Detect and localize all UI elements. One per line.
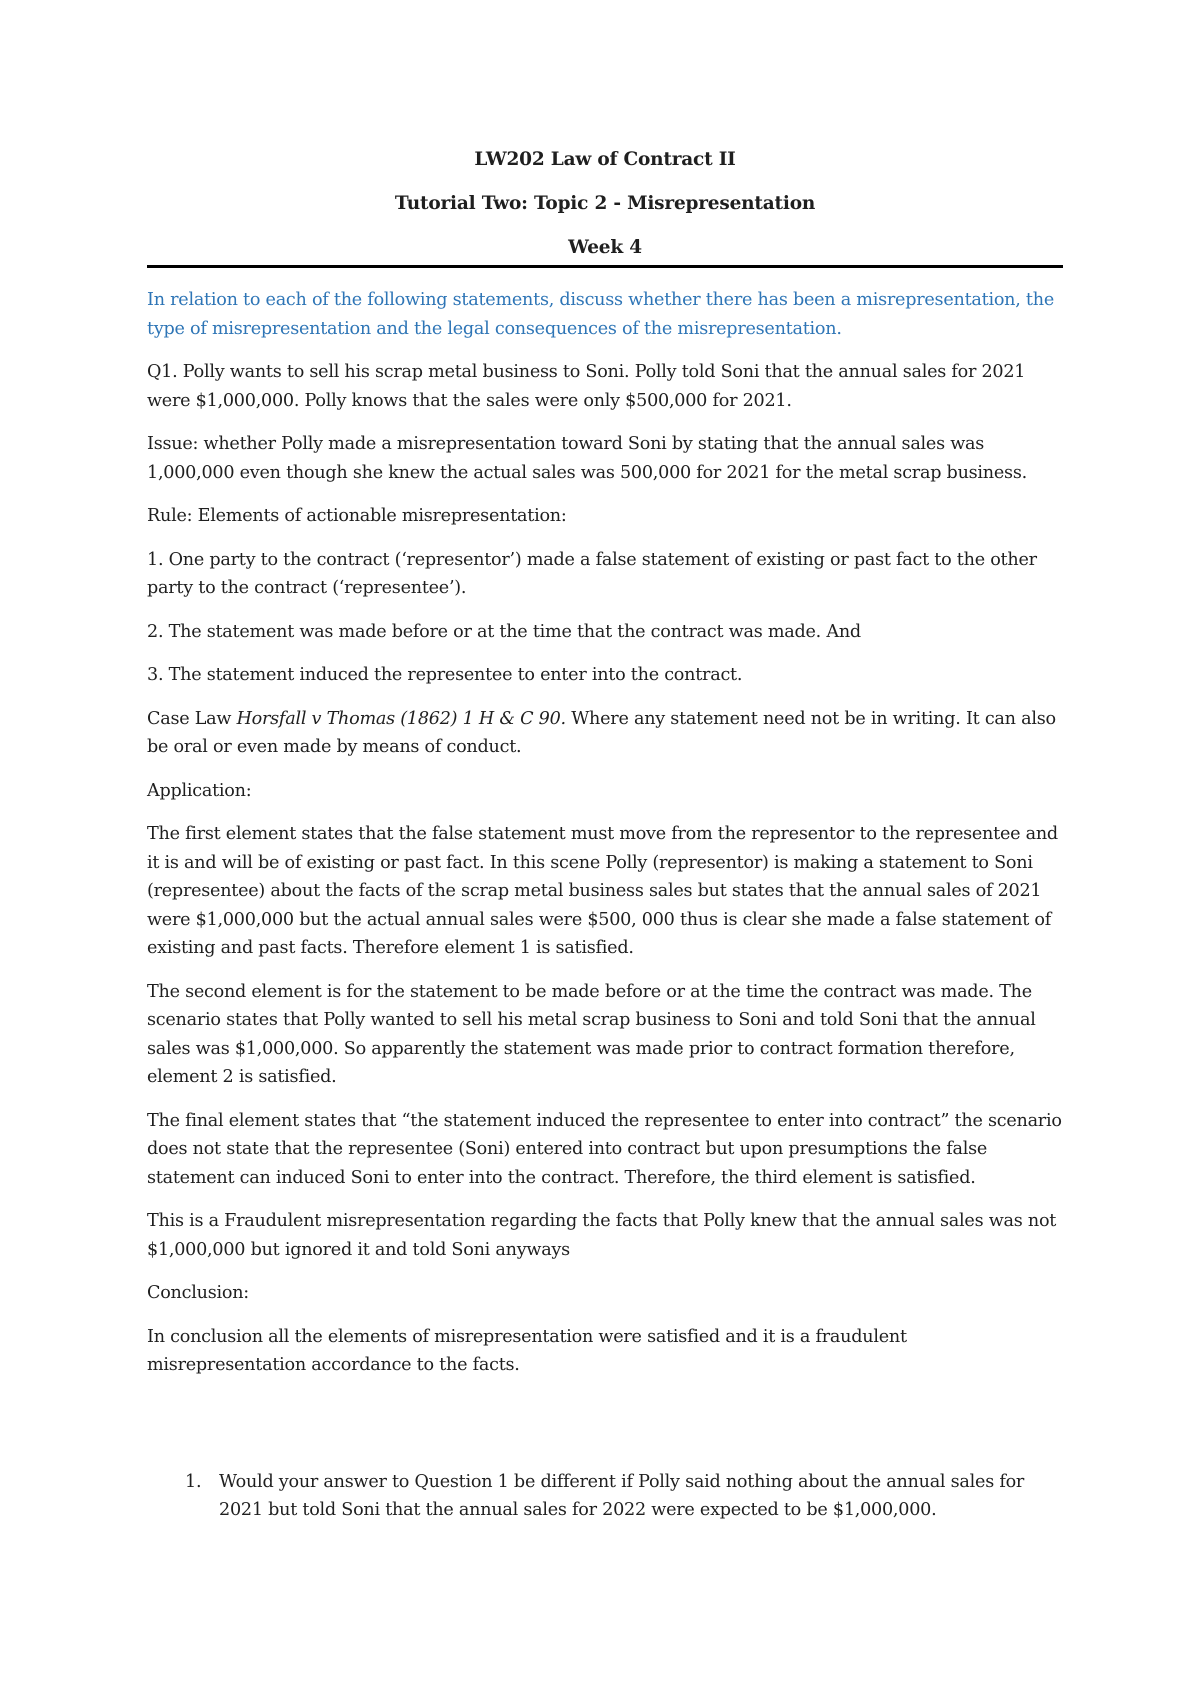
element-3: 3. The statement induced the representee to enter into the contract.: [147, 665, 743, 685]
followup-question: [147, 1468, 1063, 1525]
application-paragraph-2: The second element is for the statement to be made before or at the time the contract was made. The scenario states that Polly wanted to sell his metal scrap business to Soni and told Soni that the annual sales was $1,000,000. So apparently the statement was made prior to contract formation therefore, element 2 is satisfied.: [147, 981, 1036, 1087]
conclusion-paragraph: In conclusion all the elements of misrepresentation were satisfied and it is a fraudulent misrepresentation accordance to the facts.: [147, 1326, 907, 1375]
element-1: 1. One party to the contract (‘representor’) made a false statement of existing or past fact to the other party to the contract (‘representee’).: [147, 549, 1037, 598]
document-week: Week 4: [568, 237, 642, 258]
list-number: 1.: [185, 1471, 202, 1492]
conclusion-heading: Conclusion:: [147, 1283, 249, 1303]
document-subtitle: Tutorial Two: Topic 2 - Misrepresentation: [394, 193, 816, 214]
case-law-suffix: Where any statement need not be in writing. It can also be oral or even made by means of conduct.: [147, 708, 1056, 757]
followup-text: Would your answer to Question 1 be different if Polly said nothing about the annual sales for 2021 but told Soni that the annual sales for 2022 were expected to be $1,000,000.: [219, 1471, 1025, 1520]
instructions: In relation to each of the following statements, discuss whether there has been a misrepresentation, the type of misrepresentation and the legal consequences of the misrepresentation.: [147, 290, 1054, 339]
header-divider: [147, 265, 1063, 268]
element-2: 2. The statement was made before or at the time that the contract was made. And: [147, 621, 861, 642]
application-paragraph-4: This is a Fraudulent misrepresentation regarding the facts that Polly knew that the annual sales was not $1,000,000 but ignored it and told Soni anyways: [147, 1211, 1057, 1260]
case-citation: Horsfall v Thomas (1862) 1 H & C 90.: [236, 708, 566, 729]
question-1: Q1. Polly wants to sell his scrap metal business to Soni. Polly told Soni that the annual sales for 2021 were $1,000,000. Polly knows that the sales were only $500,000 for 2021.: [147, 362, 1026, 411]
document-body: [147, 286, 1063, 1525]
document-title: LW202 Law of Contract II: [474, 149, 736, 170]
rule-heading: Rule: Elements of actionable misrepresentation:: [147, 506, 567, 526]
application-paragraph-3: The final element states that “the statement induced the representee to enter into contract” the scenario does not state that the representee (Soni) entered into contract but upon presumptions the false statement can induced Soni to enter into the contract. Therefore, the third element is satisfied.: [147, 1110, 1062, 1188]
case-law-prefix: Case Law: [147, 708, 237, 729]
application-paragraph-1: The first element states that the false statement must move from the representor to the representee and it is and will be of existing or past fact. In this scene Polly (representor) is making a statement to Soni (representee) about the facts of the scrap metal business sales but states that the annual sales of 2021 were $1,000,000 but the actual annual sales were $500, 000 thus is clear she made a false statement of existing and past facts. Therefore element 1 is satisfied.: [147, 824, 1058, 958]
application-heading: Application:: [147, 780, 252, 801]
case-law-paragraph: [147, 705, 1063, 762]
issue-paragraph: Issue: whether Polly made a misrepresentation toward Soni by stating that the annual sales was 1,000,000 even though she knew the actual sales was 500,000 for 2021 for the metal scrap business.: [147, 434, 1027, 483]
